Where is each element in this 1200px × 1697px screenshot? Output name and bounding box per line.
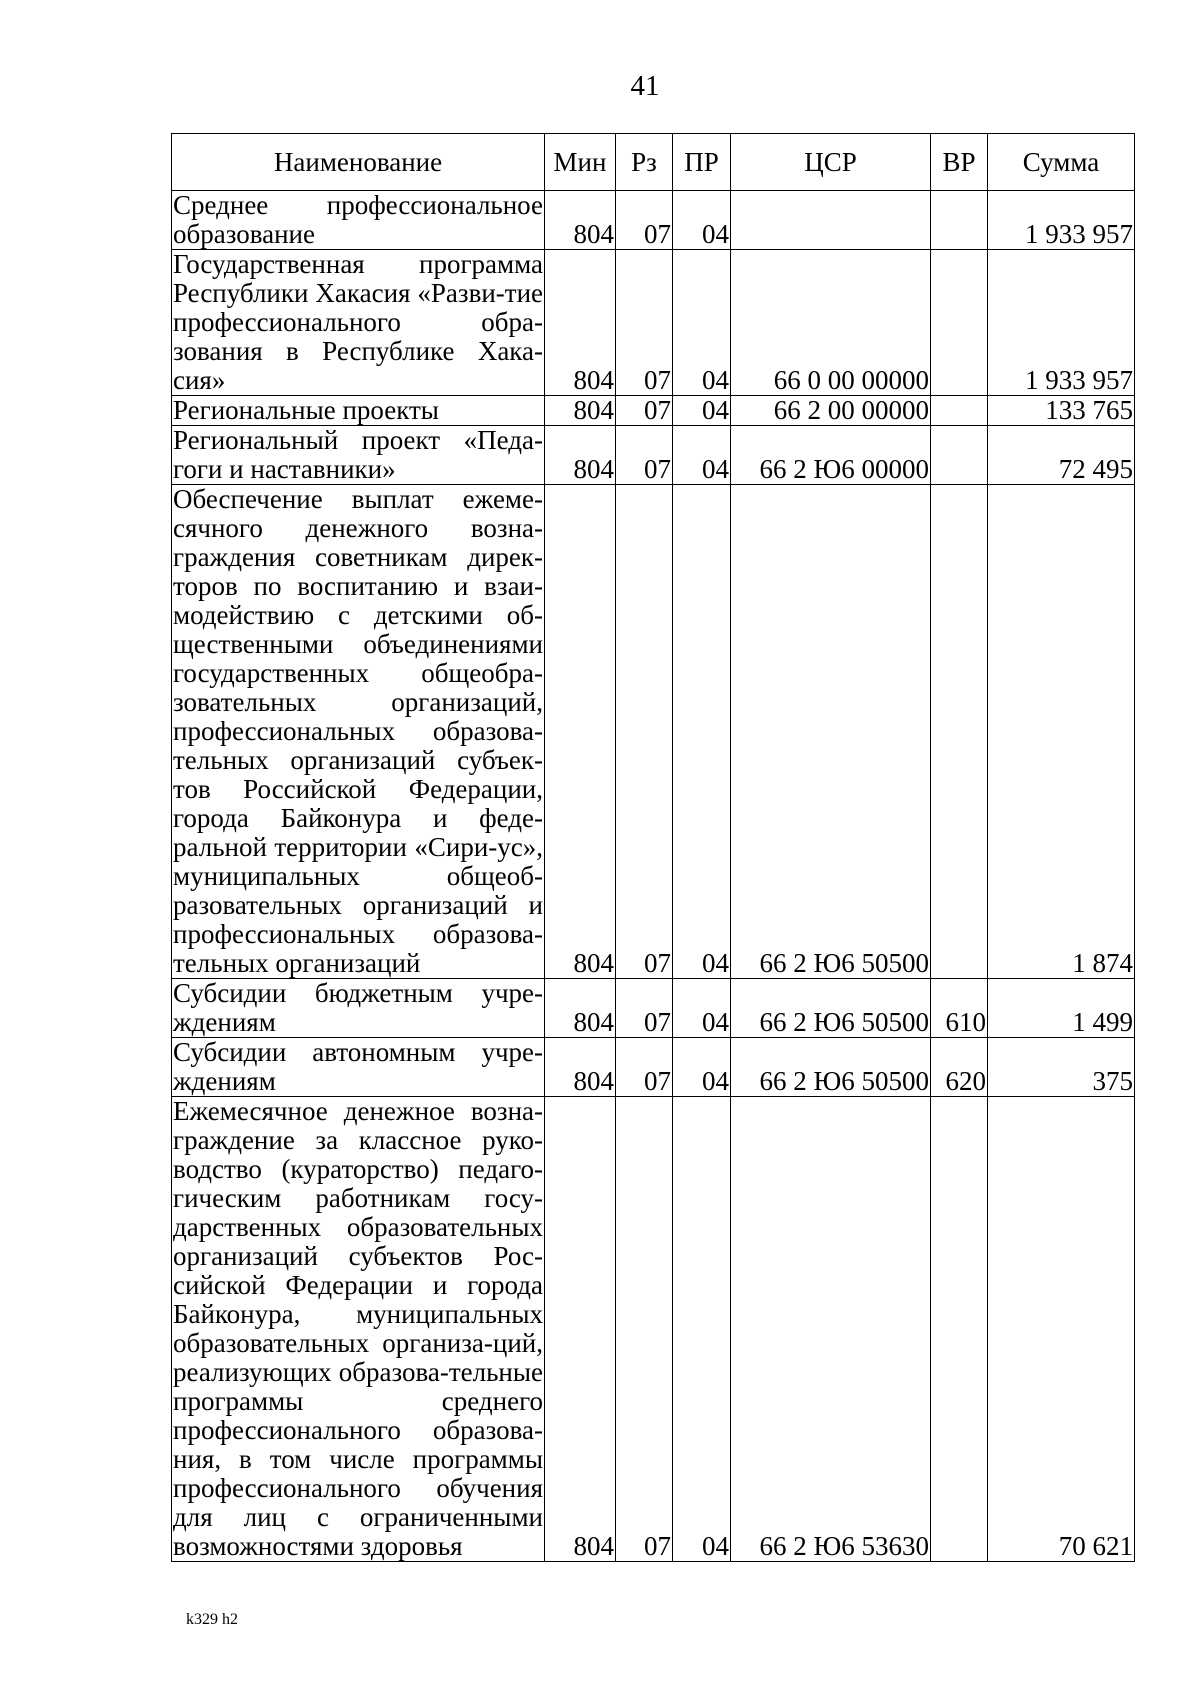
- row-sum: 1 933 957: [988, 191, 1135, 250]
- row-name: Региональные проекты: [172, 396, 545, 426]
- row-rz: 07: [616, 485, 673, 979]
- row-pr: 04: [673, 396, 731, 426]
- table-row: [172, 1038, 1135, 1097]
- table-row: [172, 979, 1135, 1038]
- footer-code: k329 h2: [186, 1611, 238, 1628]
- row-vr: 620: [931, 1038, 988, 1097]
- row-min: 804: [545, 1038, 616, 1097]
- row-min: 804: [545, 485, 616, 979]
- header-rz: Рз: [616, 134, 673, 191]
- row-min: 804: [545, 979, 616, 1038]
- row-name: Субсидии автономным учре-ждениям: [173, 1037, 543, 1096]
- header-sum: Сумма: [988, 134, 1135, 191]
- row-pr: 04: [673, 1097, 731, 1562]
- table-row: [172, 485, 1135, 979]
- header-vr: ВР: [931, 134, 988, 191]
- row-rz: 07: [616, 1038, 673, 1097]
- table-header-row: [172, 134, 1135, 191]
- row-rz: 07: [616, 191, 673, 250]
- row-pr: 04: [673, 485, 731, 979]
- row-pr: 04: [673, 250, 731, 396]
- row-name: Среднее профессиональное образование: [173, 190, 543, 249]
- row-pr: 04: [673, 1038, 731, 1097]
- table-row: [172, 250, 1135, 396]
- table-row: [172, 1097, 1135, 1562]
- row-csr: 66 2 Ю6 50500: [731, 485, 931, 979]
- page-number: 41: [630, 70, 660, 102]
- row-rz: 07: [616, 426, 673, 485]
- row-csr: 66 2 00 00000: [731, 396, 931, 426]
- row-csr: 66 0 00 00000: [731, 250, 931, 396]
- header-pr: ПР: [673, 134, 731, 191]
- row-csr: 66 2 Ю6 50500: [731, 979, 931, 1038]
- row-rz: 07: [616, 1097, 673, 1562]
- row-min: 804: [545, 1097, 616, 1562]
- row-vr: [931, 250, 988, 396]
- row-vr: [931, 485, 988, 979]
- row-vr: 610: [931, 979, 988, 1038]
- row-rz: 07: [616, 396, 673, 426]
- row-pr: 04: [673, 191, 731, 250]
- row-vr: [931, 191, 988, 250]
- row-name: Региональный проект «Педа-гоги и наставники»: [173, 425, 543, 484]
- row-csr: 66 2 Ю6 00000: [731, 426, 931, 485]
- row-pr: 04: [673, 426, 731, 485]
- row-sum: 375: [988, 1038, 1135, 1097]
- row-name: Ежемесячное денежное возна-граждение за классное руко-водство (кураторство) педаго-гическим работникам госу-дарственных образовательных организаций субъектов Рос-сийской Федерации и города Байконура, муниципальных образовательных организа-ций, реализующих образова-тельные программы среднего профессионального образова-ния, в том числе программы профессионального обучения для лиц с ограниченными возможностями здоровья: [173, 1096, 543, 1561]
- row-min: 804: [545, 426, 616, 485]
- row-name: Государственная программа Республики Хакасия «Разви-тие профессионального обра-зования в Республике Хака-сия»: [173, 249, 543, 395]
- row-vr: [931, 396, 988, 426]
- row-sum: 1 874: [988, 485, 1135, 979]
- row-csr: 66 2 Ю6 50500: [731, 1038, 931, 1097]
- table-row: [172, 396, 1135, 426]
- row-min: 804: [545, 191, 616, 250]
- row-sum: 70 621: [988, 1097, 1135, 1562]
- header-min: Мин: [545, 134, 616, 191]
- row-pr: 04: [673, 979, 731, 1038]
- row-sum: 133 765: [988, 396, 1135, 426]
- row-csr: [731, 191, 931, 250]
- row-csr: 66 2 Ю6 53630: [731, 1097, 931, 1562]
- row-rz: 07: [616, 979, 673, 1038]
- row-rz: 07: [616, 250, 673, 396]
- row-min: 804: [545, 250, 616, 396]
- row-sum: 1 933 957: [988, 250, 1135, 396]
- row-name: Субсидии бюджетным учре-ждениям: [173, 978, 543, 1037]
- row-min: 804: [545, 396, 616, 426]
- budget-table: [171, 133, 1135, 1562]
- row-vr: [931, 1097, 988, 1562]
- row-name: Обеспечение выплат ежеме-сячного денежного возна-граждения советникам дирек-торов по воспитанию и взаи-модействию с детскими об-щественными объединениями государственных общеобра-зовательных организаций, профессиональных образова-тельных организаций субъек-тов Российской Федерации, города Байконура и феде-ральной территории «Сири-ус», муниципальных общеоб-разовательных организаций и профессиональных образова-тельных организаций: [173, 484, 543, 978]
- table-row: [172, 191, 1135, 250]
- row-sum: 72 495: [988, 426, 1135, 485]
- header-name: Наименование: [172, 134, 545, 191]
- table-row: [172, 426, 1135, 485]
- row-vr: [931, 426, 988, 485]
- header-csr: ЦСР: [731, 134, 931, 191]
- row-sum: 1 499: [988, 979, 1135, 1038]
